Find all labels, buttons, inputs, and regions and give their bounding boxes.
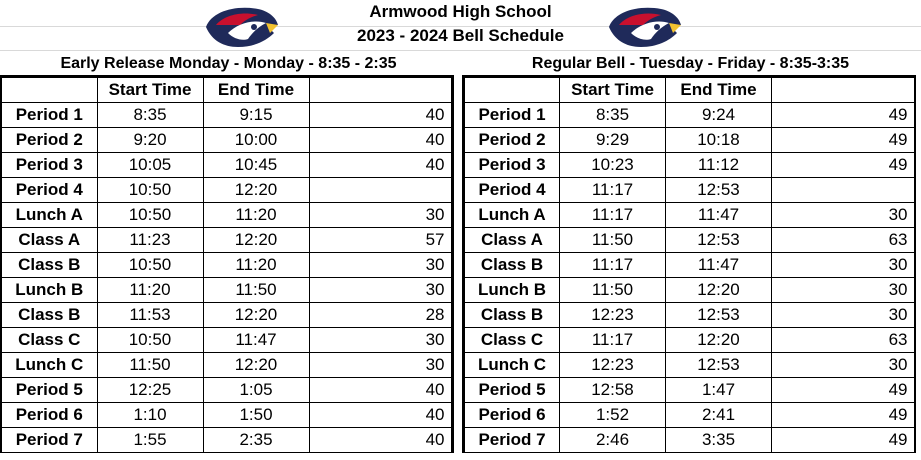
column-header xyxy=(1,77,97,103)
end-time-cell: 12:20 xyxy=(666,278,772,303)
minutes-cell: 49 xyxy=(772,403,915,428)
minutes-cell: 40 xyxy=(309,153,452,178)
table-row xyxy=(464,278,915,303)
start-time-cell: 8:35 xyxy=(97,103,203,128)
minutes-cell: 40 xyxy=(309,128,452,153)
minutes-cell: 30 xyxy=(772,303,915,328)
row-label: Period 7 xyxy=(1,428,97,453)
minutes-cell: 49 xyxy=(772,378,915,403)
start-time-cell: 12:23 xyxy=(560,303,666,328)
eagle-logo-icon xyxy=(605,3,683,51)
column-header xyxy=(464,77,560,103)
table-row xyxy=(1,153,452,178)
table-row xyxy=(464,378,915,403)
table-row xyxy=(1,228,452,253)
start-time-cell: 11:53 xyxy=(97,303,203,328)
end-time-cell: 11:47 xyxy=(666,253,772,278)
row-label: Period 5 xyxy=(464,378,560,403)
table-row xyxy=(464,353,915,378)
start-time-cell: 10:05 xyxy=(97,153,203,178)
start-time-cell: 12:25 xyxy=(97,378,203,403)
row-label: Lunch A xyxy=(464,203,560,228)
minutes-cell xyxy=(772,178,915,203)
row-label: Period 7 xyxy=(464,428,560,453)
end-time-cell: 12:53 xyxy=(666,178,772,203)
table-row xyxy=(464,128,915,153)
row-label: Period 1 xyxy=(464,103,560,128)
table-row xyxy=(464,253,915,278)
end-time-cell: 12:20 xyxy=(203,228,309,253)
row-label: Period 4 xyxy=(1,178,97,203)
table-row xyxy=(1,353,452,378)
start-time-cell: 9:20 xyxy=(97,128,203,153)
table-row xyxy=(464,328,915,353)
header-row xyxy=(464,77,915,103)
end-time-cell: 12:20 xyxy=(203,353,309,378)
row-label: Class C xyxy=(464,328,560,353)
minutes-cell: 40 xyxy=(309,378,452,403)
end-time-cell: 11:12 xyxy=(666,153,772,178)
minutes-cell: 30 xyxy=(309,203,452,228)
minutes-cell: 57 xyxy=(309,228,452,253)
end-time-cell: 11:20 xyxy=(203,203,309,228)
row-label: Period 5 xyxy=(1,378,97,403)
minutes-cell: 30 xyxy=(772,203,915,228)
end-time-cell: 12:20 xyxy=(666,328,772,353)
row-label: Class B xyxy=(1,303,97,328)
minutes-cell: 63 xyxy=(772,328,915,353)
row-label: Period 2 xyxy=(464,128,560,153)
end-time-cell: 11:20 xyxy=(203,253,309,278)
end-time-cell: 11:50 xyxy=(203,278,309,303)
start-time-cell: 12:23 xyxy=(560,353,666,378)
row-label: Lunch C xyxy=(1,353,97,378)
start-time-cell: 9:29 xyxy=(560,128,666,153)
row-label: Class A xyxy=(1,228,97,253)
start-time-cell: 11:17 xyxy=(560,178,666,203)
table-row xyxy=(1,328,452,353)
end-time-cell: 1:05 xyxy=(203,378,309,403)
table-row xyxy=(1,403,452,428)
start-time-cell: 11:23 xyxy=(97,228,203,253)
end-time-cell: 12:53 xyxy=(666,303,772,328)
column-header: Start Time xyxy=(560,77,666,103)
start-time-cell: 1:55 xyxy=(97,428,203,453)
minutes-cell: 49 xyxy=(772,153,915,178)
row-label: Lunch A xyxy=(1,203,97,228)
row-label: Period 2 xyxy=(1,128,97,153)
table-row xyxy=(464,103,915,128)
minutes-cell: 49 xyxy=(772,103,915,128)
start-time-cell: 10:50 xyxy=(97,178,203,203)
early-release-panel xyxy=(0,52,457,453)
table-row xyxy=(464,203,915,228)
regular-bell-table xyxy=(462,75,916,453)
end-time-cell: 10:45 xyxy=(203,153,309,178)
minutes-cell: 30 xyxy=(309,278,452,303)
start-time-cell: 10:50 xyxy=(97,328,203,353)
end-time-cell: 12:53 xyxy=(666,228,772,253)
regular-bell-panel xyxy=(462,52,919,453)
table-row xyxy=(464,303,915,328)
end-time-cell: 12:53 xyxy=(666,353,772,378)
end-time-cell: 12:20 xyxy=(203,303,309,328)
start-time-cell: 1:52 xyxy=(560,403,666,428)
start-time-cell: 11:17 xyxy=(560,328,666,353)
table-row xyxy=(1,278,452,303)
end-time-cell: 2:35 xyxy=(203,428,309,453)
row-label: Class A xyxy=(464,228,560,253)
row-label: Period 3 xyxy=(464,153,560,178)
row-label: Period 1 xyxy=(1,103,97,128)
minutes-cell: 49 xyxy=(772,428,915,453)
table-row xyxy=(464,403,915,428)
minutes-cell: 30 xyxy=(772,278,915,303)
eagle-logo-icon xyxy=(202,3,280,51)
end-time-cell: 12:20 xyxy=(203,178,309,203)
minutes-cell: 30 xyxy=(772,253,915,278)
row-label: Lunch B xyxy=(1,278,97,303)
table-row xyxy=(464,428,915,453)
table-row xyxy=(1,203,452,228)
column-header: End Time xyxy=(203,77,309,103)
start-time-cell: 11:50 xyxy=(560,278,666,303)
minutes-cell xyxy=(309,178,452,203)
table-row xyxy=(1,128,452,153)
row-label: Lunch C xyxy=(464,353,560,378)
table-row xyxy=(464,178,915,203)
table-row xyxy=(1,303,452,328)
minutes-cell: 30 xyxy=(772,353,915,378)
row-label: Class B xyxy=(464,253,560,278)
column-header xyxy=(309,77,452,103)
sheet-gridline xyxy=(0,50,921,51)
minutes-cell: 40 xyxy=(309,428,452,453)
table-row xyxy=(1,428,452,453)
column-header: Start Time xyxy=(97,77,203,103)
minutes-cell: 49 xyxy=(772,128,915,153)
minutes-cell: 40 xyxy=(309,403,452,428)
school-title: Armwood High School xyxy=(369,2,552,21)
column-header: End Time xyxy=(666,77,772,103)
end-time-cell: 10:00 xyxy=(203,128,309,153)
end-time-cell: 1:47 xyxy=(666,378,772,403)
end-time-cell: 1:50 xyxy=(203,403,309,428)
early-release-table xyxy=(0,75,454,453)
start-time-cell: 10:50 xyxy=(97,253,203,278)
end-time-cell: 9:24 xyxy=(666,103,772,128)
start-time-cell: 10:23 xyxy=(560,153,666,178)
end-time-cell: 2:41 xyxy=(666,403,772,428)
start-time-cell: 10:50 xyxy=(97,203,203,228)
table-row xyxy=(464,228,915,253)
row-label: Class B xyxy=(1,253,97,278)
start-time-cell: 2:46 xyxy=(560,428,666,453)
start-time-cell: 11:20 xyxy=(97,278,203,303)
header-row xyxy=(1,77,452,103)
row-label: Lunch B xyxy=(464,278,560,303)
minutes-cell: 30 xyxy=(309,253,452,278)
row-label: Class C xyxy=(1,328,97,353)
start-time-cell: 11:17 xyxy=(560,253,666,278)
end-time-cell: 11:47 xyxy=(203,328,309,353)
early-release-heading: Early Release Monday - Monday - 8:35 - 2:35 xyxy=(60,55,397,72)
end-time-cell: 10:18 xyxy=(666,128,772,153)
start-time-cell: 8:35 xyxy=(560,103,666,128)
end-time-cell: 11:47 xyxy=(666,203,772,228)
end-time-cell: 9:15 xyxy=(203,103,309,128)
minutes-cell: 63 xyxy=(772,228,915,253)
row-label: Period 6 xyxy=(464,403,560,428)
table-row xyxy=(1,378,452,403)
table-row xyxy=(1,253,452,278)
end-time-cell: 3:35 xyxy=(666,428,772,453)
row-label: Period 4 xyxy=(464,178,560,203)
regular-bell-heading: Regular Bell - Tuesday - Friday - 8:35-3:35 xyxy=(531,55,850,72)
table-row xyxy=(1,103,452,128)
start-time-cell: 12:58 xyxy=(560,378,666,403)
table-row xyxy=(1,178,452,203)
row-label: Period 3 xyxy=(1,153,97,178)
minutes-cell: 30 xyxy=(309,353,452,378)
start-time-cell: 1:10 xyxy=(97,403,203,428)
start-time-cell: 11:50 xyxy=(560,228,666,253)
start-time-cell: 11:50 xyxy=(97,353,203,378)
column-header xyxy=(772,77,915,103)
minutes-cell: 40 xyxy=(309,103,452,128)
schedule-year-title: 2023 - 2024 Bell Schedule xyxy=(357,26,564,45)
row-label: Period 6 xyxy=(1,403,97,428)
table-row xyxy=(464,153,915,178)
minutes-cell: 30 xyxy=(309,328,452,353)
start-time-cell: 11:17 xyxy=(560,203,666,228)
row-label: Class B xyxy=(464,303,560,328)
minutes-cell: 28 xyxy=(309,303,452,328)
